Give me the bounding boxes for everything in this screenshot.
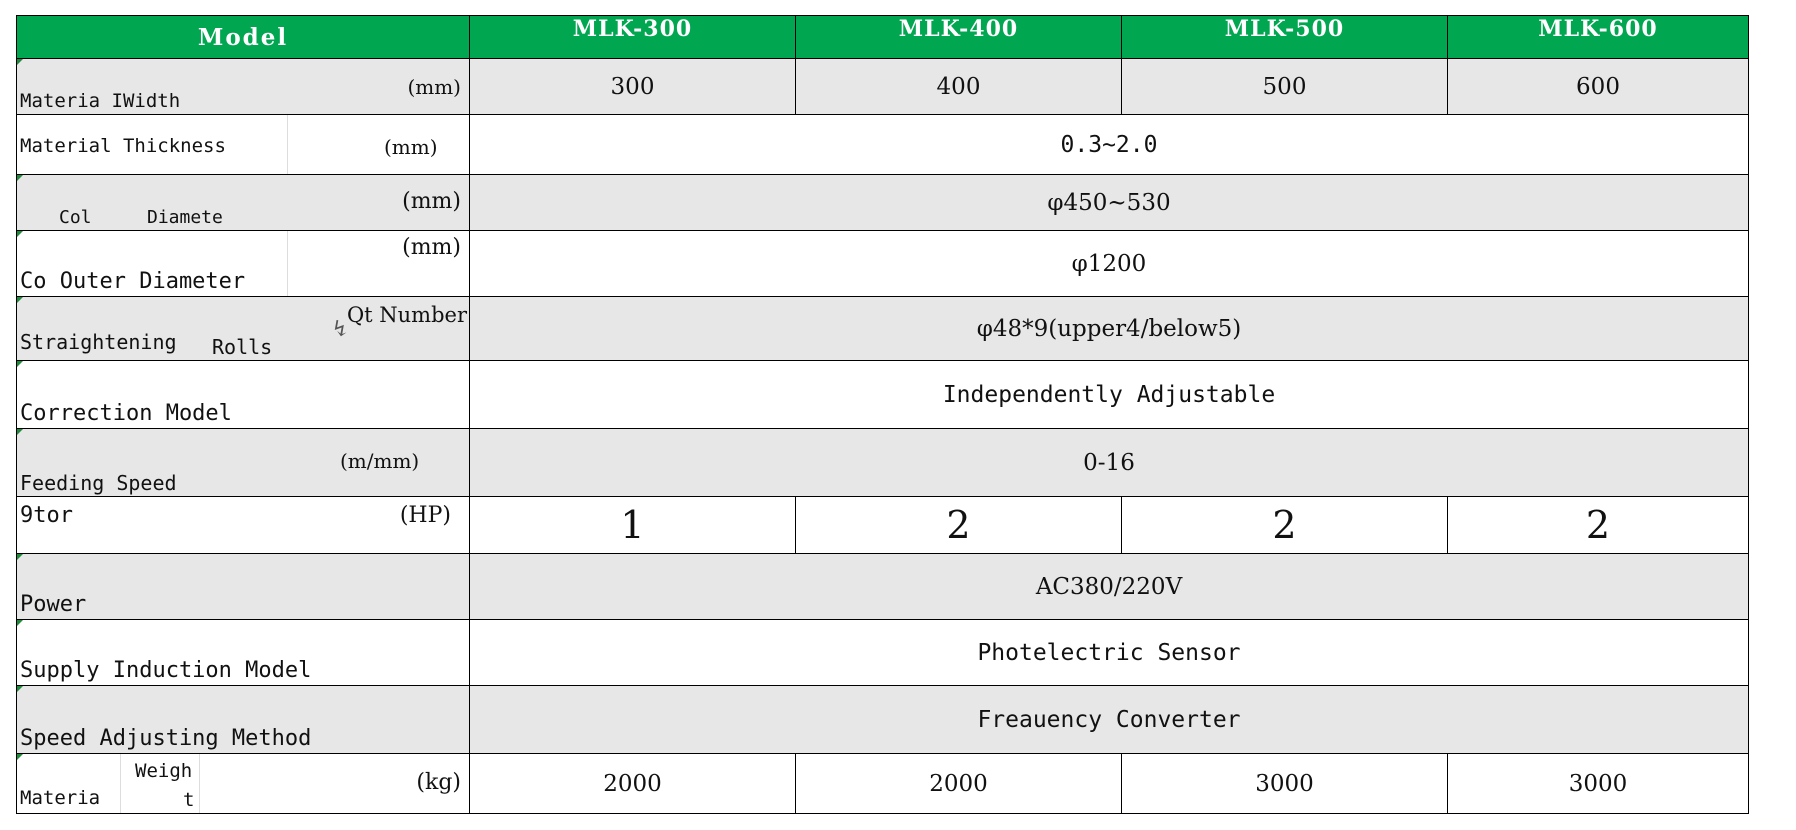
label-text: Straightening <box>20 330 177 354</box>
value-cell: φ1200 <box>470 231 1749 297</box>
label-material-thickness <box>17 115 470 175</box>
value-cell: 2 <box>1122 497 1448 554</box>
cell-divider <box>287 231 288 296</box>
value-cell: 0-16 <box>470 429 1749 497</box>
label-correction-model <box>17 361 470 429</box>
value-cell: 300 <box>470 59 796 115</box>
label-straightening-rolls <box>17 297 470 361</box>
row-power <box>17 554 1749 620</box>
unit-text: (mm) <box>407 75 461 99</box>
row-coil-outer-diameter <box>17 231 1749 297</box>
unit-text: (HP) <box>399 503 451 528</box>
unit-text: (mm) <box>384 135 438 159</box>
row-material-thickness <box>17 115 1749 175</box>
green-corner-marker <box>17 175 23 181</box>
label-text: Power <box>20 592 87 617</box>
label-supply-induction-model <box>17 620 470 686</box>
model-mlk-300: MLK-300 <box>470 16 796 59</box>
green-corner-marker <box>17 686 23 692</box>
label-coil-outer-diameter <box>17 231 470 297</box>
row-material-weight <box>17 754 1749 814</box>
value-cell: 3000 <box>1122 754 1448 814</box>
row-material-width <box>17 59 1749 115</box>
value-cell: 600 <box>1448 59 1749 115</box>
model-mlk-400: MLK-400 <box>796 16 1122 59</box>
spec-table <box>16 15 1749 814</box>
header-row <box>17 16 1749 59</box>
green-corner-marker <box>17 554 23 560</box>
row-straightening-rolls <box>17 297 1749 361</box>
cell-divider <box>120 754 121 813</box>
value-cell: 2000 <box>796 754 1122 814</box>
green-corner-marker <box>17 429 23 435</box>
green-corner-marker <box>17 231 23 237</box>
label-text: Rolls <box>212 335 273 359</box>
row-correction-model <box>17 361 1749 429</box>
value-cell: φ450~530 <box>470 175 1749 231</box>
unit-text: (m/mm) <box>340 449 420 473</box>
row-motor <box>17 497 1749 554</box>
label-text: Materia <box>20 787 101 809</box>
value-cell: 400 <box>796 59 1122 115</box>
label-text: Co Outer Diameter <box>20 269 246 294</box>
cell-divider <box>287 115 288 174</box>
label-motor <box>17 497 470 554</box>
unit-text: (mm) <box>402 235 461 260</box>
label-text: Correction Model <box>20 401 232 426</box>
green-corner-marker <box>17 59 23 65</box>
cell-divider <box>199 754 200 813</box>
label-material-weight <box>17 754 470 814</box>
label-text: Speed Adjusting Method <box>20 726 312 751</box>
green-corner-marker <box>17 754 23 760</box>
label-text: Material Thickness <box>20 135 226 157</box>
unit-text: (kg) <box>416 770 461 795</box>
value-cell: 1 <box>470 497 796 554</box>
value-cell: 2 <box>1448 497 1749 554</box>
row-speed-adjusting-method <box>17 686 1749 754</box>
value-cell: 2000 <box>470 754 796 814</box>
label-material-width <box>17 59 470 115</box>
label-coil-diameter <box>17 175 470 231</box>
label-text: Col <box>59 207 92 228</box>
label-text: t <box>183 789 195 811</box>
value-cell: 2 <box>796 497 1122 554</box>
value-cell: φ48*9(upper4/below5) <box>470 297 1749 361</box>
label-text: Materia IWidth <box>20 90 181 112</box>
value-cell: 500 <box>1122 59 1448 115</box>
label-text: 9tor <box>20 503 73 528</box>
green-corner-marker <box>17 361 23 367</box>
row-supply-induction-model <box>17 620 1749 686</box>
model-mlk-500: MLK-500 <box>1122 16 1448 59</box>
value-cell: Photelectric Sensor <box>470 620 1749 686</box>
label-feeding-speed <box>17 429 470 497</box>
anchor-icon: ↯ <box>331 317 350 342</box>
label-power <box>17 554 470 620</box>
value-cell: Independently Adjustable <box>470 361 1749 429</box>
model-header: Model <box>17 16 470 59</box>
model-mlk-600: MLK-600 <box>1448 16 1749 59</box>
green-corner-marker <box>17 620 23 626</box>
value-cell: 0.3~2.0 <box>470 115 1749 175</box>
label-speed-adjusting-method <box>17 686 470 754</box>
row-feeding-speed <box>17 429 1749 497</box>
unit-text: (mm) <box>402 189 461 214</box>
green-corner-marker <box>17 297 23 303</box>
value-cell: AC380/220V <box>470 554 1749 620</box>
row-coil-diameter <box>17 175 1749 231</box>
unit-text: Qt Number <box>346 303 467 327</box>
label-text: Supply Induction Model <box>20 658 312 683</box>
label-text: Feeding Speed <box>20 471 177 495</box>
label-text: Diamete <box>147 207 223 228</box>
value-cell: Freauency Converter <box>470 686 1749 754</box>
label-text: Weigh <box>135 760 193 782</box>
value-cell: 3000 <box>1448 754 1749 814</box>
